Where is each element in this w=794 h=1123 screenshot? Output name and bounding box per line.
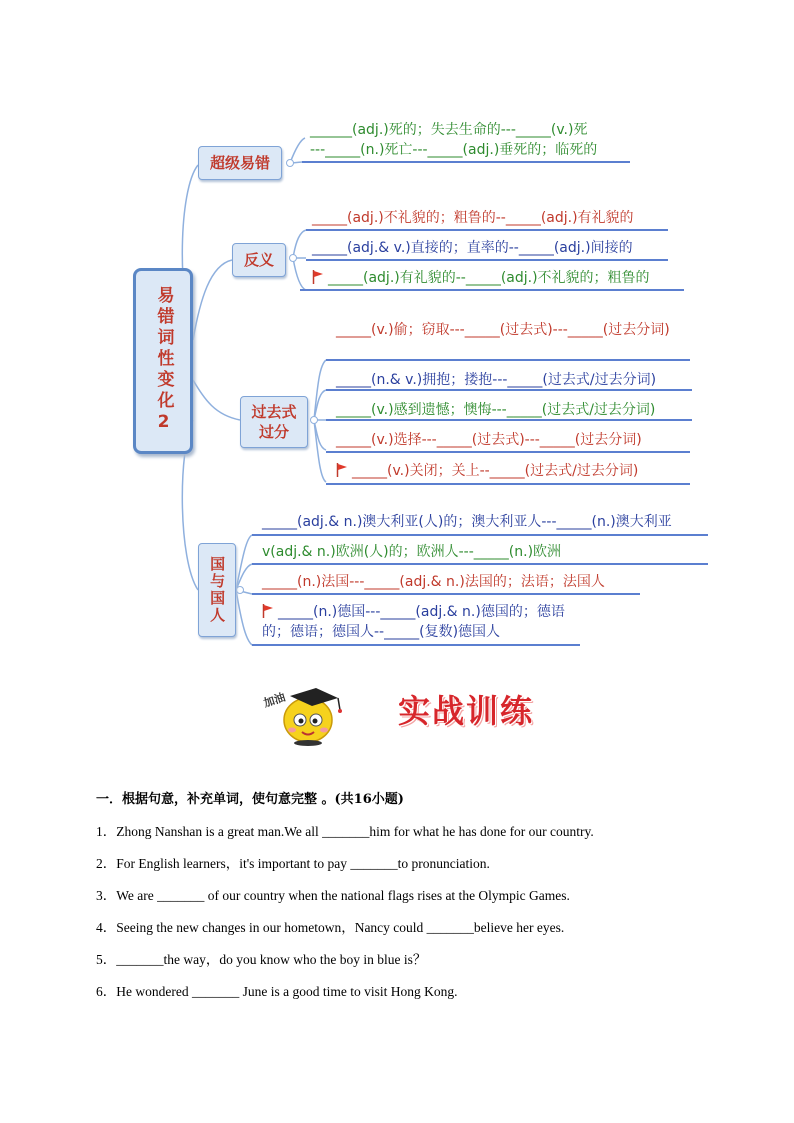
list-item: ---_____(n.)死亡---_____(adj.)垂死的；临死的 xyxy=(310,142,598,158)
branch-super-error xyxy=(198,146,282,180)
list-item: ______(adj.)死的；失去生命的---_____(v.)死 xyxy=(310,122,588,138)
list-item: _____(v.)选择---_____(过去式)---_____(过去分词) xyxy=(336,432,642,448)
flag-icon xyxy=(312,270,324,284)
branch-label: 反义 xyxy=(243,250,274,269)
question-item: 1．Zhong Nanshan is a great man.We all _______him for what he has done for our country. xyxy=(96,824,594,839)
list-item: _____(v.)感到遗憾；懊悔---_____(过去式/过去分词) xyxy=(336,402,656,418)
list-item: _____(adj.)不礼貌的；粗鲁的--_____(adj.)有礼貌的 xyxy=(312,210,634,226)
branch-label: 过去式过分 xyxy=(251,402,297,441)
list-item: v(adj.& n.)欧洲(人)的；欧洲人---_____(n.)欧洲 xyxy=(262,544,562,560)
mind-map-root xyxy=(133,268,193,454)
question-item: 3．We are _______ of our country when the national flags rises at the Olympic Games. xyxy=(96,888,570,903)
branch-past-tense xyxy=(240,396,308,448)
question-item: 4．Seeing the new changes in our hometown，Nancy could _______believe her eyes. xyxy=(96,920,565,935)
branch-label: 超级易错 xyxy=(209,153,270,172)
section-title: 一．根据句意，补充单词，使句意完整 。(共16小题) xyxy=(96,792,404,807)
list-item: _____(n.& v.)拥抱；搂抱---_____(过去式/过去分词) xyxy=(336,372,657,388)
list-item: _____(adj.& v.)直接的；直率的--_____(adj.)间接的 xyxy=(312,240,633,256)
question-item: 6．He wondered _______ June is a good time to visit Hong Kong. xyxy=(96,984,458,999)
flag-icon xyxy=(262,604,274,618)
list-item: _____(adj.& n.)澳大利亚(人)的；澳大利亚人---_____(n.)澳大利亚 xyxy=(262,514,672,530)
flag-icon xyxy=(336,463,348,477)
practice-banner xyxy=(262,680,562,750)
item-text: _____(v.)关闭；关上--_____(过去式/过去分词) xyxy=(352,463,639,479)
mascot-text: 加油 xyxy=(262,690,287,710)
question-item: 2．For English learners，it's important to pay _______to pronunciation. xyxy=(96,856,490,871)
branch-antonym xyxy=(232,243,286,277)
list-item xyxy=(262,602,582,642)
question-item: 5．_______the way，do you know who the boy in blue is？ xyxy=(96,952,427,967)
item-text: _____(adj.)有礼貌的--_____(adj.)不礼貌的；粗鲁的 xyxy=(328,270,650,286)
branch-label: 国与国人 xyxy=(208,556,227,624)
list-item: _____(v.)偷；窃取---_____(过去式)---_____(过去分词) xyxy=(336,322,670,338)
branch-countries xyxy=(198,543,236,637)
mascot-icon xyxy=(262,680,354,746)
list-item xyxy=(336,461,638,481)
item-text: _____(n.)德国---_____(adj.& n.)德国的；德语的；德语；德国人--_____(复数)德国人 xyxy=(262,604,565,640)
list-item xyxy=(312,268,650,288)
practice-title: 实战训练 xyxy=(398,692,535,730)
exercise-section xyxy=(96,788,716,1015)
list-item: _____(n.)法国---_____(adj.& n.)法国的；法语；法国人 xyxy=(262,574,605,590)
root-label: 易错词性变化2 xyxy=(153,286,174,436)
